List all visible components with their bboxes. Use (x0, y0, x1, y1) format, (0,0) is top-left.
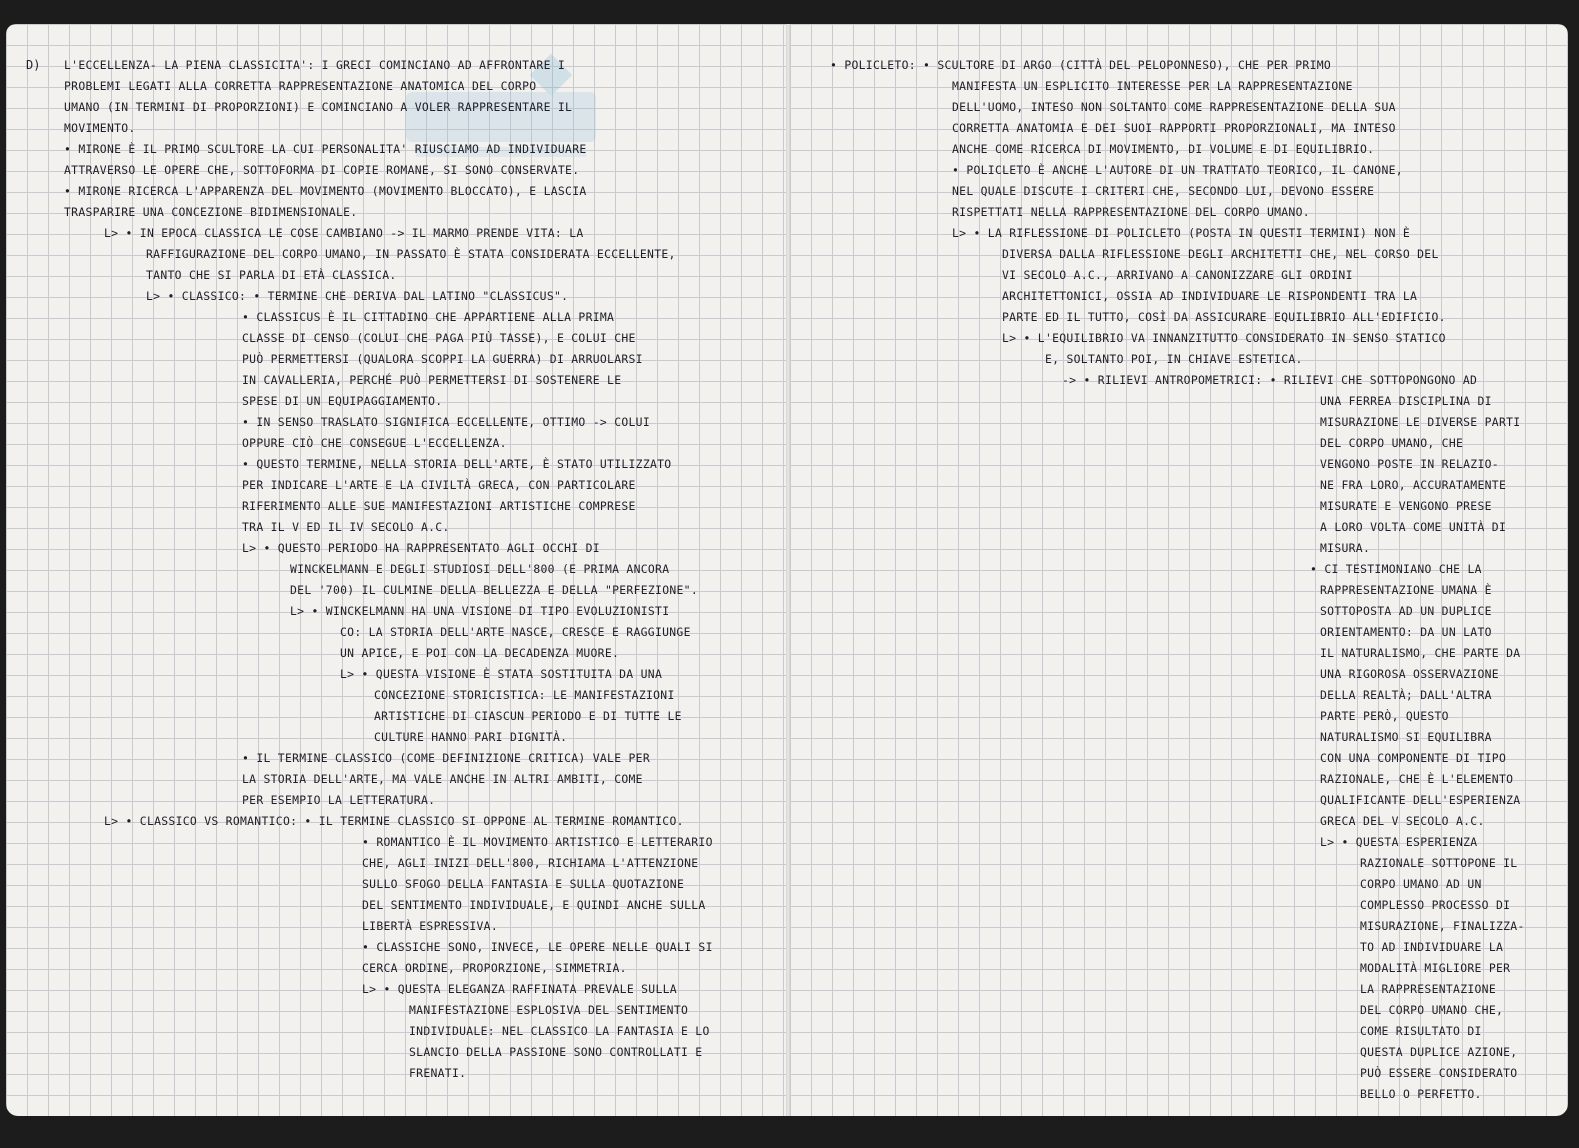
note-line: MANIFESTA UN ESPLICITO INTERESSE PER LA RAPPRESENTAZIONE (952, 79, 1353, 93)
note-line: CHE, AGLI INIZI DELL'800, RICHIAMA L'ATTENZIONE (362, 856, 699, 870)
note-line: • POLICLETO: • SCULTORE DI ARGO (CITTÀ DEL PELOPONNESO), CHE PER PRIMO (830, 58, 1332, 72)
note-line: LA STORIA DELL'ARTE, MA VALE ANCHE IN ALTRI AMBITI, COME (242, 772, 643, 786)
note-line: GRECA DEL V SECOLO A.C. (1320, 814, 1485, 828)
note-line: MOVIMENTO. (64, 121, 136, 135)
note-line: ARCHITETTONICI, OSSIA AD INDIVIDUARE LE RISPONDENTI TRA LA (1002, 289, 1418, 303)
note-line: CON UNA COMPONENTE DI TIPO (1320, 751, 1507, 765)
note-line: RAPPRESENTAZIONE UMANA È (1320, 583, 1492, 597)
note-line: CO: LA STORIA DELL'ARTE NASCE, CRESCE E RAGGIUNGE (340, 625, 691, 639)
note-line: VENGONO POSTE IN RELAZIO- (1320, 457, 1499, 471)
note-line: UMANO (IN TERMINI DI PROPORZIONI) E COMINCIANO A VOLER RAPPRESENTARE IL (64, 100, 573, 114)
note-line: MISURAZIONE, FINALIZZA- (1360, 919, 1525, 933)
note-line: MANIFESTAZIONE ESPLOSIVA DEL SENTIMENTO (409, 1003, 689, 1017)
note-line: QUALIFICANTE DELL'ESPERIENZA (1320, 793, 1521, 807)
note-line: WINCKELMANN E DEGLI STUDIOSI DELL'800 (E PRIMA ANCORA (290, 562, 670, 576)
note-line: L> • QUESTO PERIODO HA RAPPRESENTATO AGLI OCCHI DI (242, 541, 600, 555)
note-line: TANTO CHE SI PARLA DI ETÀ CLASSICA. (146, 268, 397, 282)
note-line: SPESE DI UN EQUIPAGGIAMENTO. (242, 394, 443, 408)
note-line: IN CAVALLERIA, PERCHÉ PUÒ PERMETTERSI DI SOSTENERE LE (242, 373, 622, 387)
note-line: VI SECOLO A.C., ARRIVANO A CANONIZZARE GLI ORDINI (1002, 268, 1353, 282)
note-line: RAZIONALE SOTTOPONE IL (1360, 856, 1518, 870)
note-line: TO AD INDIVIDUARE LA (1360, 940, 1504, 954)
note-line: DEL SENTIMENTO INDIVIDUALE, E QUINDI ANCHE SULLA (362, 898, 706, 912)
note-line: E, SOLTANTO POI, IN CHIAVE ESTETICA. (1045, 352, 1303, 366)
note-line: L> • QUESTA ELEGANZA RAFFINATA PREVALE SULLA (362, 982, 677, 996)
note-line: BELLO O PERFETTO. (1360, 1087, 1482, 1101)
note-line: SLANCIO DELLA PASSIONE SONO CONTROLLATI E (409, 1045, 703, 1059)
note-line: CORRETTA ANATOMIA E DEI SUOI RAPPORTI PROPORZIONALI, MA INTESO (952, 121, 1396, 135)
note-line: L> • CLASSICO: • TERMINE CHE DERIVA DAL LATINO "CLASSICUS". (146, 289, 569, 303)
note-line: RAFFIGURAZIONE DEL CORPO UMANO, IN PASSATO È STATA CONSIDERATA ECCELLENTE, (146, 247, 676, 261)
note-line: DEL CORPO UMANO CHE, (1360, 1003, 1504, 1017)
note-line: QUESTA DUPLICE AZIONE, (1360, 1045, 1518, 1059)
note-line: • ROMANTICO È IL MOVIMENTO ARTISTICO E LETTERARIO (362, 835, 713, 849)
note-line: MISURA. (1320, 541, 1371, 555)
note-line: IL NATURALISMO, CHE PARTE DA (1320, 646, 1521, 660)
note-line: A LORO VOLTA COME UNITÀ DI (1320, 520, 1507, 534)
note-line: • IL TERMINE CLASSICO (COME DEFINIZIONE CRITICA) VALE PER (242, 751, 650, 765)
note-line: UNA FERREA DISCIPLINA DI (1320, 394, 1492, 408)
note-line: PROBLEMI LEGATI ALLA CORRETTA RAPPRESENTAZIONE ANATOMICA DEL CORPO (64, 79, 537, 93)
note-line: UN APICE, E POI CON LA DECADENZA MUORE. (340, 646, 620, 660)
note-line: L> • IN EPOCA CLASSICA LE COSE CAMBIANO -> IL MARMO PRENDE VITA: LA (104, 226, 584, 240)
note-line: • IN SENSO TRASLATO SIGNIFICA ECCELLENTE, OTTIMO -> COLUI (242, 415, 650, 429)
note-line: SULLO SFOGO DELLA FANTASIA E SULLA QUOTAZIONE (362, 877, 685, 891)
note-line: ATTRAVERSO LE OPERE CHE, SOTTOFORMA DI COPIE ROMANE, SI SONO CONSERVATE. (64, 163, 580, 177)
note-line: CERCA ORDINE, PROPORZIONE, SIMMETRIA. (362, 961, 627, 975)
note-line: L> • WINCKELMANN HA UNA VISIONE DI TIPO EVOLUZIONISTI (290, 604, 670, 618)
note-line: OPPURE CIÒ CHE CONSEGUE L'ECCELLENZA. (242, 436, 507, 450)
note-line: PER ESEMPIO LA LETTERATURA. (242, 793, 436, 807)
note-line: PARTE ED IL TUTTO, COSÌ DA ASSICURARE EQUILIBRIO ALL'EDIFICIO. (1002, 310, 1446, 324)
note-line: -> • RILIEVI ANTROPOMETRICI: • RILIEVI CHE SOTTOPONGONO AD (1062, 373, 1478, 387)
note-line: COME RISULTATO DI (1360, 1024, 1482, 1038)
note-line: TRASPARIRE UNA CONCEZIONE BIDIMENSIONALE. (64, 205, 358, 219)
note-line: ARTISTICHE DI CIASCUN PERIODO E DI TUTTE LE (374, 709, 682, 723)
note-line: DELL'UOMO, INTESO NON SOLTANTO COME RAPPRESENTAZIONE DELLA SUA (952, 100, 1396, 114)
note-line: DELLA REALTÀ; DALL'ALTRA (1320, 688, 1492, 702)
note-line: MODALITÀ MIGLIORE PER (1360, 961, 1511, 975)
note-line: • CLASSICHE SONO, INVECE, LE OPERE NELLE QUALI SI (362, 940, 713, 954)
note-line: • CLASSICUS È IL CITTADINO CHE APPARTIENE ALLA PRIMA (242, 310, 615, 324)
note-line: COMPLESSO PROCESSO DI (1360, 898, 1511, 912)
note-line: DEL CORPO UMANO, CHE (1320, 436, 1464, 450)
note-line: TRA IL V ED IL IV SECOLO A.C. (242, 520, 450, 534)
note-line: RIFERIMENTO ALLE SUE MANIFESTAZIONI ARTISTICHE COMPRESE (242, 499, 636, 513)
note-line: PUÒ ESSERE CONSIDERATO (1360, 1066, 1518, 1080)
note-line: L'ECCELLENZA- LA PIENA CLASSICITA': I GRECI COMINCIANO AD AFFRONTARE I (64, 58, 566, 72)
note-line: L> • QUESTA VISIONE È STATA SOSTITUITA DA UNA (340, 667, 663, 681)
note-line: CLASSE DI CENSO (COLUI CHE PAGA PIÙ TASSE), E COLUI CHE (242, 331, 636, 345)
section-marker: D) (26, 58, 41, 72)
note-line: INDIVIDUALE: NEL CLASSICO LA FANTASIA E LO (409, 1024, 710, 1038)
note-line: L> • L'EQUILIBRIO VA INNANZITUTTO CONSIDERATO IN SENSO STATICO (1002, 331, 1446, 345)
note-line: • QUESTO TERMINE, NELLA STORIA DELL'ARTE, È STATO UTILIZZATO (242, 457, 672, 471)
note-line: RAZIONALE, CHE È L'ELEMENTO (1320, 772, 1514, 786)
note-line: NATURALISMO SI EQUILIBRA (1320, 730, 1492, 744)
note-line: FRENATI. (409, 1066, 467, 1080)
note-line: NE FRA LORO, ACCURATAMENTE (1320, 478, 1507, 492)
note-line: DIVERSA DALLA RIFLESSIONE DEGLI ARCHITETTI CHE, NEL CORSO DEL (1002, 247, 1439, 261)
note-line: PARTE PERÒ, QUESTO (1320, 709, 1449, 723)
note-line: MISURAZIONE LE DIVERSE PARTI (1320, 415, 1521, 429)
note-line: • MIRONE RICERCA L'APPARENZA DEL MOVIMENTO (MOVIMENTO BLOCCATO), E LASCIA (64, 184, 587, 198)
note-line: SOTTOPOSTA AD UN DUPLICE (1320, 604, 1492, 618)
notebook-page-right (790, 24, 1568, 1116)
note-line: ANCHE COME RICERCA DI MOVIMENTO, DI VOLUME E DI EQUILIBRIO. (952, 142, 1375, 156)
note-line: LA RAPPRESENTAZIONE (1360, 982, 1496, 996)
note-line: ORIENTAMENTO: DA UN LATO (1320, 625, 1492, 639)
note-line: CORPO UMANO AD UN (1360, 877, 1482, 891)
note-line: L> • LA RIFLESSIONE DI POLICLETO (POSTA IN QUESTI TERMINI) NON È (952, 226, 1411, 240)
note-line: • MIRONE È IL PRIMO SCULTORE LA CUI PERSONALITA' RIUSCIAMO AD INDIVIDUARE (64, 142, 587, 156)
note-line: PUÒ PERMETTERSI (QUALORA SCOPPI LA GUERRA) DI ARRUOLARSI (242, 352, 643, 366)
note-line: CONCEZIONE STORICISTICA: LE MANIFESTAZIONI (374, 688, 675, 702)
note-line: MISURATE E VENGONO PRESE (1320, 499, 1492, 513)
note-line: DEL '700) IL CULMINE DELLA BELLEZZA E DELLA "PERFEZIONE". (290, 583, 698, 597)
note-line: NEL QUALE DISCUTE I CRITERI CHE, SECONDO LUI, DEVONO ESSERE (952, 184, 1375, 198)
note-line: PER INDICARE L'ARTE E LA CIVILTÀ GRECA, CON PARTICOLARE (242, 478, 636, 492)
note-line: • CI TESTIMONIANO CHE LA (1310, 562, 1482, 576)
note-line: • POLICLETO È ANCHE L'AUTORE DI UN TRATTATO TEORICO, IL CANONE, (952, 163, 1403, 177)
note-line: RISPETTATI NELLA RAPPRESENTAZIONE DEL CORPO UMANO. (952, 205, 1310, 219)
note-line: LIBERTÀ ESPRESSIVA. (362, 919, 498, 933)
note-line: CULTURE HANNO PARI DIGNITÀ. (374, 730, 568, 744)
note-line: L> • QUESTA ESPERIENZA (1320, 835, 1478, 849)
notebook-page-left (6, 24, 786, 1116)
note-line: UNA RIGOROSA OSSERVAZIONE (1320, 667, 1499, 681)
note-line: L> • CLASSICO VS ROMANTICO: • IL TERMINE CLASSICO SI OPPONE AL TERMINE ROMANTICO. (104, 814, 684, 828)
